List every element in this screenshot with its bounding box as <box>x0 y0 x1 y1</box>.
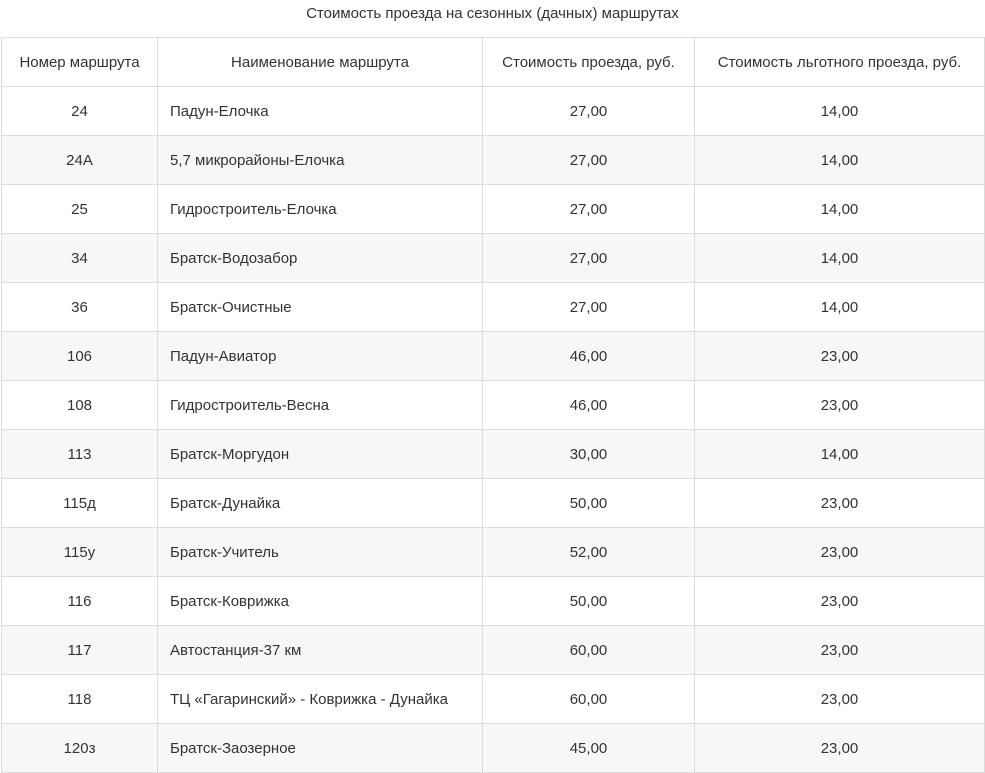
route-name-cell: Падун-Авиатор <box>158 332 483 381</box>
route-number-cell: 113 <box>2 430 158 479</box>
route-name-cell: 5,7 микрорайоны-Елочка <box>158 136 483 185</box>
route-name-cell: Братск-Заозерное <box>158 724 483 773</box>
table-header-row <box>2 38 985 87</box>
table-row <box>2 381 985 430</box>
route-number-cell: 108 <box>2 381 158 430</box>
fare-cell: 27,00 <box>483 283 695 332</box>
discount-fare-cell: 23,00 <box>695 332 985 381</box>
table-row <box>2 626 985 675</box>
table-row <box>2 283 985 332</box>
column-header-number: Номер маршрута <box>2 38 158 87</box>
fare-cell: 30,00 <box>483 430 695 479</box>
table-caption: Стоимость проезда на сезонных (дачных) маршрутах <box>306 5 679 22</box>
discount-fare-cell: 14,00 <box>695 430 985 479</box>
table-row <box>2 87 985 136</box>
route-name-cell: Братск-Очистные <box>158 283 483 332</box>
table-row <box>2 136 985 185</box>
route-number-cell: 106 <box>2 332 158 381</box>
route-number-cell: 117 <box>2 626 158 675</box>
route-number-cell: 120з <box>2 724 158 773</box>
route-number-cell: 116 <box>2 577 158 626</box>
discount-fare-cell: 23,00 <box>695 626 985 675</box>
discount-fare-cell: 14,00 <box>695 185 985 234</box>
route-number-cell: 24А <box>2 136 158 185</box>
discount-fare-cell: 23,00 <box>695 724 985 773</box>
fares-table <box>1 37 985 773</box>
route-name-cell: Братск-Дунайка <box>158 479 483 528</box>
route-name-cell: Гидростроитель-Весна <box>158 381 483 430</box>
route-name-cell: Братск-Коврижка <box>158 577 483 626</box>
fare-cell: 46,00 <box>483 332 695 381</box>
route-name-cell: Братск-Учитель <box>158 528 483 577</box>
discount-fare-cell: 23,00 <box>695 577 985 626</box>
route-name-cell: Братск-Водозабор <box>158 234 483 283</box>
discount-fare-cell: 14,00 <box>695 87 985 136</box>
table-row <box>2 479 985 528</box>
route-number-cell: 34 <box>2 234 158 283</box>
discount-fare-cell: 14,00 <box>695 234 985 283</box>
column-header-discount: Стоимость льготного проезда, руб. <box>695 38 985 87</box>
table-row <box>2 332 985 381</box>
fare-cell: 60,00 <box>483 675 695 724</box>
table-row <box>2 430 985 479</box>
fare-cell: 60,00 <box>483 626 695 675</box>
route-name-cell: Падун-Елочка <box>158 87 483 136</box>
route-number-cell: 115д <box>2 479 158 528</box>
fare-cell: 52,00 <box>483 528 695 577</box>
table-row <box>2 675 985 724</box>
column-header-name: Наименование маршрута <box>158 38 483 87</box>
route-number-cell: 36 <box>2 283 158 332</box>
route-name-cell: Гидростроитель-Елочка <box>158 185 483 234</box>
route-name-cell: Автостанция-37 км <box>158 626 483 675</box>
discount-fare-cell: 23,00 <box>695 381 985 430</box>
discount-fare-cell: 14,00 <box>695 136 985 185</box>
table-row <box>2 724 985 773</box>
fare-cell: 50,00 <box>483 577 695 626</box>
route-name-cell: ТЦ «Гагаринский» - Коврижка - Дунайка <box>158 675 483 724</box>
discount-fare-cell: 23,00 <box>695 675 985 724</box>
fare-cell: 50,00 <box>483 479 695 528</box>
discount-fare-cell: 14,00 <box>695 283 985 332</box>
column-header-price: Стоимость проезда, руб. <box>483 38 695 87</box>
table-row <box>2 234 985 283</box>
table-row <box>2 577 985 626</box>
table-row <box>2 528 985 577</box>
fare-cell: 27,00 <box>483 87 695 136</box>
route-number-cell: 25 <box>2 185 158 234</box>
fare-cell: 45,00 <box>483 724 695 773</box>
discount-fare-cell: 23,00 <box>695 479 985 528</box>
fare-cell: 27,00 <box>483 185 695 234</box>
fare-cell: 46,00 <box>483 381 695 430</box>
table-row <box>2 185 985 234</box>
fare-cell: 27,00 <box>483 136 695 185</box>
route-number-cell: 118 <box>2 675 158 724</box>
route-number-cell: 24 <box>2 87 158 136</box>
discount-fare-cell: 23,00 <box>695 528 985 577</box>
route-number-cell: 115у <box>2 528 158 577</box>
fare-cell: 27,00 <box>483 234 695 283</box>
route-name-cell: Братск-Моргудон <box>158 430 483 479</box>
